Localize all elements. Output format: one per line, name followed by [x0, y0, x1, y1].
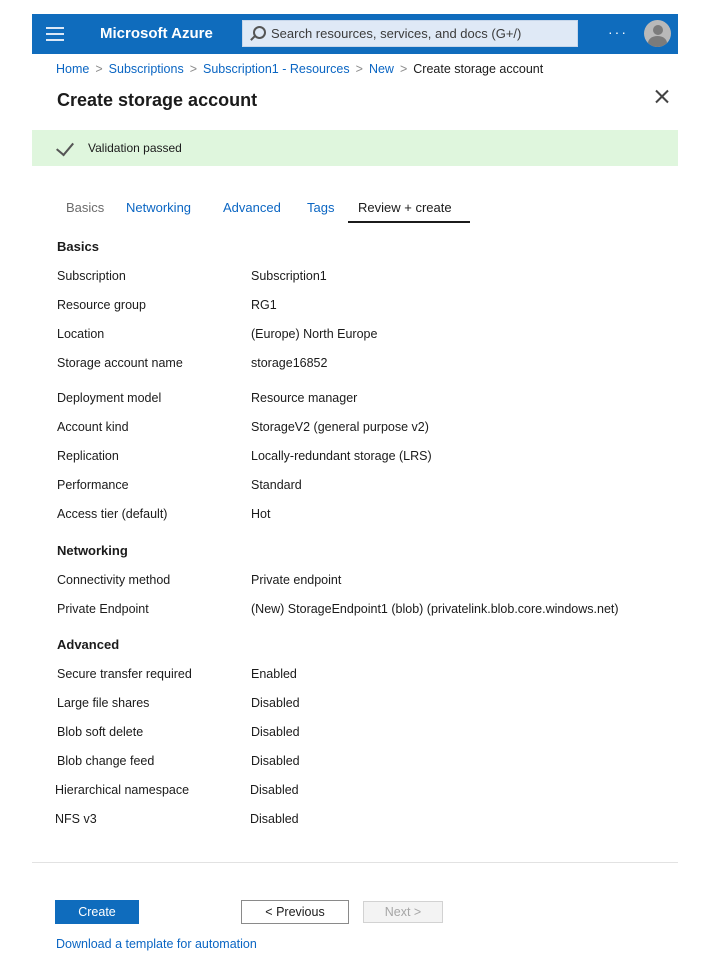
summary-value: StorageV2 (general purpose v2)	[251, 420, 429, 434]
summary-label: Access tier (default)	[57, 507, 168, 521]
tab-tags[interactable]: Tags	[307, 200, 335, 215]
section-heading-advanced: Advanced	[57, 637, 120, 652]
summary-value: RG1	[251, 298, 277, 312]
avatar[interactable]	[644, 20, 671, 47]
breadcrumb	[56, 62, 543, 76]
chevron-right-icon: >	[355, 62, 363, 76]
search-icon	[253, 26, 266, 39]
summary-label: Account kind	[57, 420, 129, 434]
summary-value: Disabled	[251, 754, 300, 768]
next-button[interactable]: Next >	[363, 901, 443, 923]
summary-value: Disabled	[251, 696, 300, 710]
tab-review-create[interactable]: Review + create	[358, 200, 452, 215]
summary-label: Connectivity method	[57, 573, 171, 587]
more-options-icon[interactable]: ···	[608, 24, 628, 40]
breadcrumb-home[interactable]: Home	[56, 62, 90, 76]
search-box[interactable]	[242, 20, 578, 47]
tab-networking[interactable]: Networking	[126, 200, 192, 215]
validation-text: Validation passed	[88, 141, 182, 155]
summary-value: (Europe) North Europe	[251, 327, 378, 341]
section-heading-basics: Basics	[57, 239, 99, 254]
summary-label: Hierarchical namespace	[55, 783, 190, 797]
summary-value: Disabled	[250, 783, 299, 797]
breadcrumb-subscription-resources[interactable]: Subscription1 - Resources	[203, 62, 350, 76]
summary-label: Replication	[57, 449, 119, 463]
page-title: Create storage account	[57, 90, 258, 110]
summary-value: Private endpoint	[251, 573, 342, 587]
summary-value: Enabled	[251, 667, 297, 681]
tab-basics[interactable]: Basics	[66, 200, 105, 215]
close-icon[interactable]	[652, 87, 672, 107]
summary-label: Deployment model	[57, 391, 162, 405]
hamburger-menu-icon[interactable]	[46, 27, 64, 41]
breadcrumb-new[interactable]: New	[368, 62, 394, 76]
summary-value: Subscription1	[251, 269, 327, 283]
search-input[interactable]	[271, 21, 571, 46]
chevron-right-icon: >	[399, 62, 408, 76]
summary-label: Resource group	[57, 298, 146, 312]
summary-label: NFS v3	[55, 812, 97, 826]
summary-label: Storage account name	[57, 356, 183, 370]
summary-value: Locally-redundant storage (LRS)	[251, 449, 432, 463]
create-button[interactable]: Create	[55, 900, 139, 924]
summary-label: Blob change feed	[57, 754, 155, 768]
top-bar	[32, 14, 678, 54]
section-heading-networking: Networking	[57, 543, 128, 558]
active-tab-indicator	[348, 221, 470, 223]
summary-label: Private Endpoint	[57, 602, 149, 616]
summary-value: Disabled	[250, 812, 299, 826]
breadcrumb-subscriptions[interactable]: Subscriptions	[108, 62, 184, 76]
summary-value: Disabled	[251, 725, 300, 739]
tab-advanced[interactable]: Advanced	[223, 200, 281, 215]
summary-label: Secure transfer required	[57, 667, 192, 681]
summary-label: Performance	[57, 478, 129, 492]
brand-title[interactable]: Microsoft Azure	[100, 25, 213, 42]
summary-value: Hot	[251, 507, 271, 521]
download-template-link[interactable]: Download a template for automation	[56, 937, 257, 951]
chevron-right-icon: >	[189, 62, 198, 76]
breadcrumb-current: Create storage account	[413, 62, 544, 76]
chevron-right-icon: >	[95, 62, 103, 76]
footer-divider	[32, 862, 678, 863]
validation-banner	[32, 130, 678, 166]
summary-label: Large file shares	[57, 696, 150, 710]
summary-value: Standard	[251, 478, 302, 492]
summary-value: Resource manager	[251, 391, 358, 405]
summary-label: Blob soft delete	[57, 725, 144, 739]
summary-value: storage16852	[251, 356, 328, 370]
summary-label: Subscription	[57, 269, 126, 283]
checkmark-icon	[56, 138, 74, 157]
summary-label: Location	[57, 327, 105, 341]
previous-button[interactable]: < Previous	[241, 900, 349, 924]
summary-value: (New) StorageEndpoint1 (blob) (privatelink.blob.core.windows.net)	[251, 602, 619, 616]
